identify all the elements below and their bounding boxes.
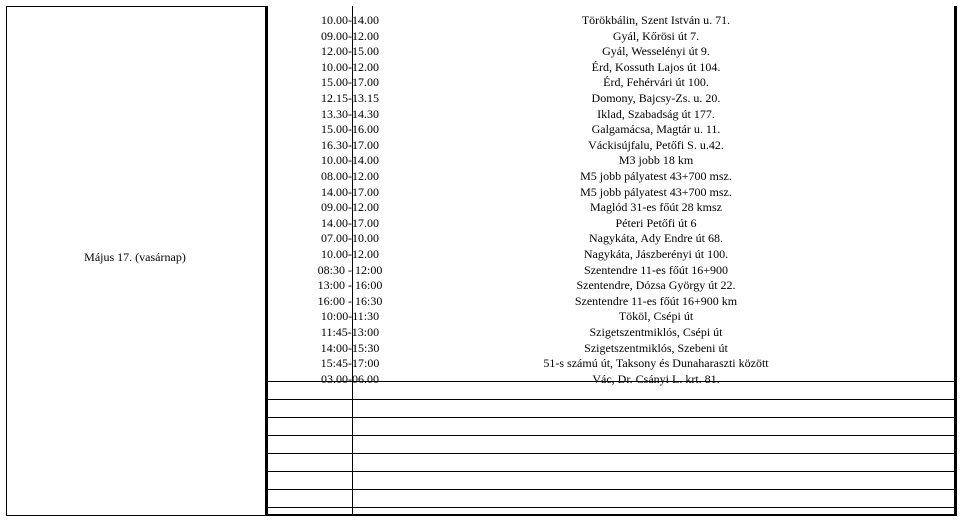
time-text: 09.00-12.00: [321, 28, 379, 43]
time-text: 10:00-11:30: [320, 309, 380, 324]
empty-row-divider: [266, 489, 956, 490]
time-text: 10.00-12.00: [321, 59, 379, 74]
time-text: 14.00-17.00: [321, 184, 379, 199]
place-text: Maglód 31-es főút 28 kmsz: [590, 200, 722, 215]
table-row: [266, 169, 956, 184]
time-text: 08.00-12.00: [321, 169, 379, 183]
time-text: 14.00-17.00: [321, 215, 379, 230]
table-row: [266, 356, 956, 371]
table-row: [266, 122, 956, 137]
place-text: 51-s számú út, Taksony és Dunaharaszti között: [543, 356, 769, 371]
time-text: 10.00-14.00: [321, 13, 379, 27]
empty-row-divider: [266, 399, 956, 400]
empty-row-divider: [266, 453, 956, 454]
table-row: [266, 44, 956, 59]
table-row: [266, 75, 956, 90]
table-row: [266, 200, 956, 215]
time-text: 03.00-06.00: [321, 371, 379, 386]
place-text: M3 jobb 18 km: [618, 153, 694, 168]
time-text: 08:30 - 12:00: [317, 262, 383, 277]
table-row: [266, 341, 956, 356]
table-row: [266, 325, 956, 340]
place-text: Nagykáta, Ady Endre út 68.: [589, 231, 723, 246]
table-row: [266, 294, 956, 309]
time-text: 13:00 - 16:00: [317, 278, 383, 293]
time-text: 07.00-10.00: [321, 231, 379, 246]
table-row: [266, 153, 956, 168]
table-row: [266, 185, 956, 200]
time-text: 16:00 - 16:30: [317, 293, 383, 308]
table-row: [266, 91, 956, 106]
time-text: 15:45-17:00: [320, 356, 380, 371]
time-text: 10.00-12.00: [321, 247, 379, 261]
table-bottom-border: [266, 514, 956, 516]
time-text: 09.00-12.00: [321, 200, 379, 215]
time-text: 13.30-14.30: [321, 106, 379, 121]
place-text: Galgamácsa, Magtár u. 11.: [591, 122, 721, 137]
time-text: 16.30-17.00: [321, 137, 379, 152]
time-text: 15.00-16.00: [321, 122, 379, 137]
column-divider-right: [956, 6, 957, 516]
place-text: Szentendre 11-es főút 16+900 km: [574, 293, 738, 308]
place-text: Szigetszentmiklós, Csépi út: [589, 325, 723, 339]
table-row: [266, 60, 956, 75]
place-text: Tököl, Csépi út: [618, 309, 694, 324]
place-text: Törökbálin, Szent István u. 71.: [581, 13, 731, 27]
table-row: [266, 138, 956, 153]
place-text: Péteri Petőfi út 6: [615, 215, 697, 230]
place-text: Érd, Kossuth Lajos út 104.: [591, 59, 721, 74]
place-text: Érd, Fehérvári út 100.: [603, 75, 709, 90]
table-row: [266, 29, 956, 44]
time-text: 12.15-13.15: [321, 91, 379, 105]
day-label: Május 17. (vasárnap): [84, 250, 186, 264]
place-text: Vác, Dr. Csányi L. krt. 81.: [592, 371, 720, 386]
table-row: [266, 247, 956, 262]
place-text: Szigetszentmiklós, Szebeni út: [584, 340, 728, 355]
empty-row-divider: [266, 435, 956, 436]
place-text: Szentendre 11-es főút 16+900: [584, 262, 728, 277]
table-row: [266, 216, 956, 231]
place-text: Váckisújfalu, Petőfi S. u.42.: [588, 137, 724, 152]
time-text: 12.00-15.00: [321, 44, 379, 59]
place-text: Domony, Bajcsy-Zs. u. 20.: [591, 91, 721, 105]
table-row: [266, 263, 956, 278]
place-text: Gyál, Wesselényi út 9.: [602, 44, 710, 59]
table-row: [266, 231, 956, 246]
place-text: Nagykáta, Jászberényi út 100.: [583, 247, 729, 261]
place-text: Szentendre, Dózsa György út 22.: [576, 278, 736, 293]
time-text: 14:00-15:30: [320, 340, 380, 355]
empty-row-divider: [266, 471, 956, 472]
empty-row-divider: [266, 381, 956, 382]
place-text: M5 jobb pályatest 43+700 msz.: [580, 169, 732, 183]
table-row: [266, 107, 956, 122]
place-text: M5 jobb pályatest 43+700 msz.: [580, 184, 732, 199]
empty-row-divider: [266, 417, 956, 418]
place-text: Gyál, Kőrösi út 7.: [612, 28, 700, 43]
table-row: [266, 278, 956, 293]
table-row: [266, 13, 956, 28]
table-row: [266, 309, 956, 324]
time-text: 10.00-14.00: [321, 153, 379, 168]
empty-row-divider: [266, 507, 956, 508]
table-row: [266, 372, 956, 387]
place-text: Iklad, Szabadság út 177.: [597, 106, 715, 121]
time-text: 11:45-13:00: [320, 325, 380, 339]
time-text: 15.00-17.00: [321, 75, 379, 90]
